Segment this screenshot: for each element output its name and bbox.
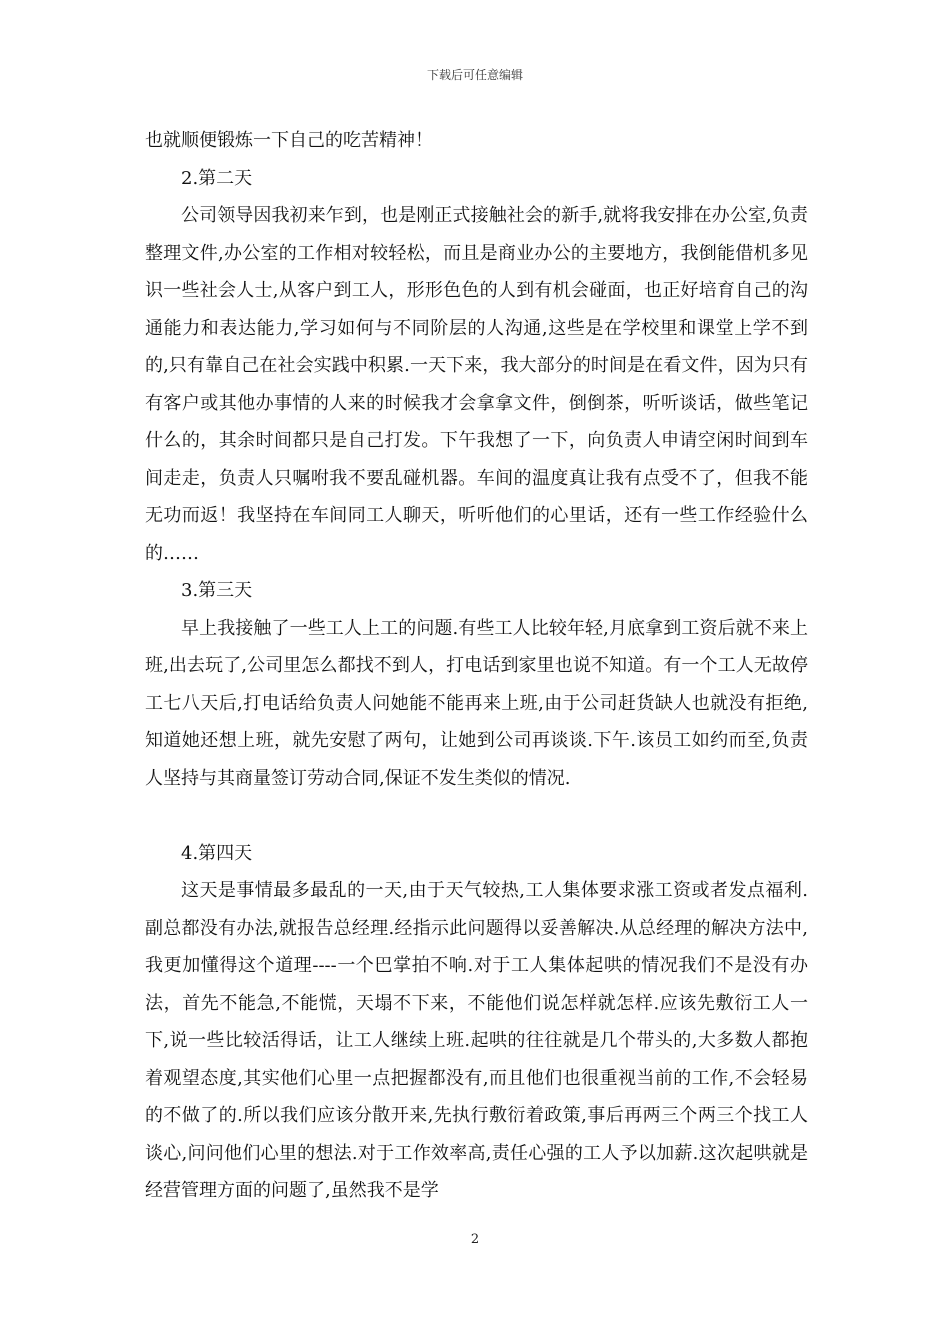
section-heading-day-4: 4.第四天 (181, 842, 253, 864)
section-heading-day-2: 2.第二天 (181, 167, 253, 189)
paragraph-day-2: 公司领导因我初来乍到，也是刚正式接触社会的新手,就将我安排在办公室,负责整理文件,办公室的工作相对较轻松，而且是商业办公的主要地方，我倒能借机多见识一些社会人士,从客户到工人，形形色色的人到有机会碰面，也正好培育自己的沟通能力和表达能力,学习如何与不同阶层的人沟通,这些是在学校里和课堂上学不到的,只有靠自己在社会实践中积累.一天下来，我大部分的时间是在看文件，因为只有有客户或其他办事情的人来的时候我才会拿拿文件，倒倒茶，听听谈话，做些笔记什么的，其余时间都只是自己打发。下午我想了一下，向负责人申请空闲时间到车间走走，负责人只嘱咐我不要乱碰机器。车间的温度真让我有点受不了，但我不能无功而返！我坚持在车间同工人聊天，听听他们的心里话，还有一些工作经验什么的…… (145, 205, 808, 564)
blank-line (145, 797, 808, 835)
paragraph-day-3: 早上我接触了一些工人上工的问题.有些工人比较年轻,月底拿到工资后就不来上班,出去玩了,公司里怎么都找不到人，打电话到家里也说不知道。有一个工人无故停工七八天后,打电话给负责人问她能不能再来上班,由于公司赶货缺人也就没有拒绝,知道她还想上班，就先安慰了两句，让她到公司再谈谈.下午.该员工如约而至,负责人坚持与其商量签订劳动合同,保证不发生类似的情况. (145, 617, 808, 789)
paragraph-continuation: 也就顺便锻炼一下自己的吃苦精神！ (145, 130, 433, 151)
document-body (145, 122, 808, 1210)
section-heading-day-3: 3.第三天 (181, 580, 253, 601)
page-number: 2 (470, 1232, 480, 1247)
paragraph-day-4: 这天是事情最多最乱的一天,由于天气较热,工人集体要求涨工资或者发点福利.副总都没有办法,就报告总经理.经指示此问题得以妥善解决.从总经理的解决方法中,我更加懂得这个道理----一个巴掌拍不响.对于工人集体起哄的情况我们不是没有办法，首先不能急,不能慌，天塌不下来，不能他们说怎样就怎样.应该先敷衍工人一下,说一些比较活得话，让工人继续上班.起哄的往往就是几个带头的,大多数人都抱着观望态度,其实他们心里一点把握都没有,而且他们也很重视当前的工作,不会轻易的不做了的.所以我们应该分散开来,先执行敷衍着政策,事后再两三个两三个找工人谈心,问问他们心里的想法.对于工作效率高,责任心强的工人予以加薪.这次起哄就是经营管理方面的问题了,虽然我不是学 (145, 880, 808, 1201)
page-header: 下载后可任意编辑 (426, 68, 523, 82)
